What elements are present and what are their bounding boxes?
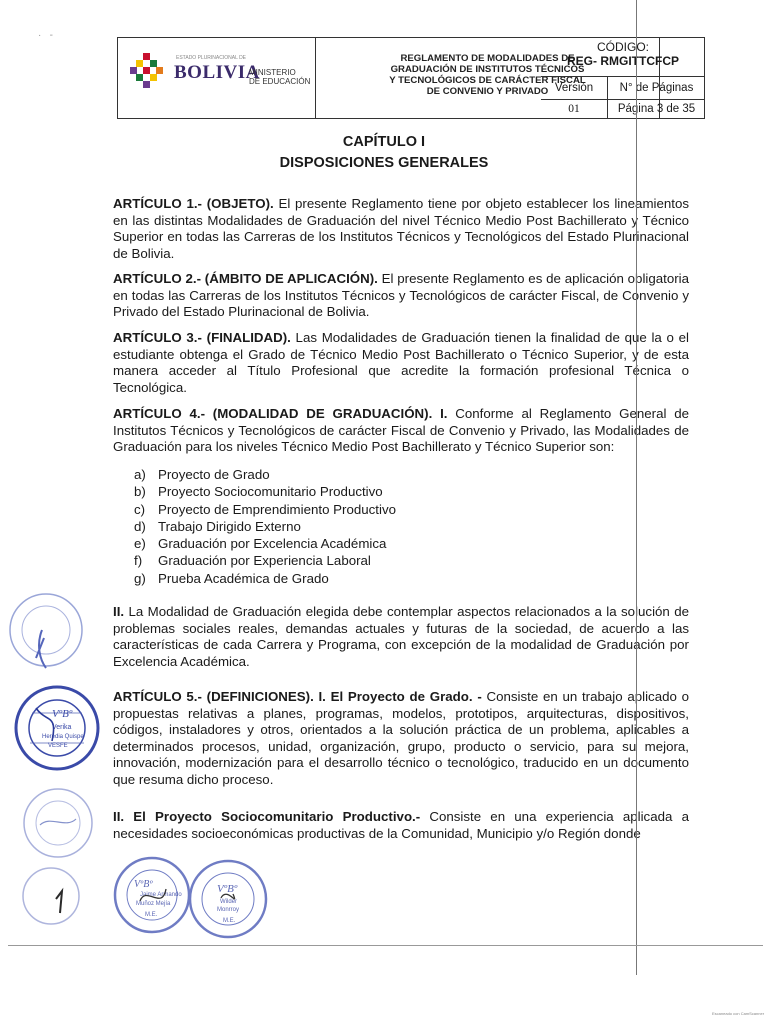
list-item: a) Proyecto de Grado [134,467,270,482]
logo-subtext: ESTADO PLURINACIONAL DE [176,55,247,61]
scan-edge-line [8,945,763,946]
article-4-ii-text: La Modalidad de Graduación elegida debe contemplar aspectos relacionados a la solución de problemas sociales reales, demandas actuales y futuras de la sociedad, de acuerdo a las características de cada Carrera y Programa, con excepción de la modalidad de Graduación por Excelencia Académica. [113,604,689,669]
chapter-title: CAPÍTULO I [342,134,426,150]
article-4-text: Conforme al Reglamento General de Institutos Técnicos y Tecnológicos de carácter Fiscal de Convenio y Privado, las Modalidades de Graduación para los niveles Técnico Medio Post Bachillerato y Técnico Superior son: [113,406,690,454]
codigo-value: REG- RMGITTCFCP [567,54,679,68]
stamp-seal-6 [20,865,82,927]
article-5 [113,689,689,788]
stamp-seal-1 [6,590,86,670]
article-5-ii-heading: II. El Proyecto Sociocomunitario Productivo.- [113,809,421,824]
stamp-seal-5 [187,858,269,940]
stamp-5-vobo: VºBº [217,883,238,895]
article-4-numeral: I. [432,406,448,421]
paginas-label: N° de Páginas [619,82,694,94]
stamp-4-unit: M.E. [145,912,158,918]
article-4 [113,406,689,456]
codigo-label: CÓDIGO: [596,40,649,54]
list-item: g) Prueba Académica de Grado [134,570,329,586]
stamp-5-name: Wilder [220,899,238,905]
chapter-subtitle: DISPOSICIONES GENERALES [279,155,489,171]
stamp-seal-3 [20,785,96,861]
list-item: b) Proyecto Sociocomunitario Productivo [134,484,383,500]
article-3-text: Las Modalidades de Graduación tienen la finalidad de que la o el estudiante obtenga el Grado de Técnico Medio Post Bachillerato o Técnico Superior, y de esta manera acceder al Título Profesional que acredite la formación profesional Técnica o Tecnológica. [113,330,689,395]
stamp-4-name: Jaime Armando [140,892,182,898]
logo-text: BOLIVIA [174,62,260,83]
article-2-heading: ARTÍCULO 2.- (ÁMBITO DE APLICACIÓN). [113,271,378,286]
stamp-2-name: Verika [52,724,72,731]
pagina-value: Página 3 de 35 [617,103,696,115]
graduation-modalities-list [134,466,396,587]
stamp-5-surname: Monrroy [217,907,240,913]
article-4-ii-numeral: II. [113,604,125,619]
stamp-seal-2 [12,683,102,773]
list-item: e) Graduación por Excelencia Académica [134,536,387,552]
scan-mark: · - [38,30,53,41]
stamp-2-unit: VESFE [48,743,68,749]
stamp-2-surname: Heredia Quispe [42,734,84,740]
article-4-section-ii [113,604,689,670]
version-value: 01 [568,103,580,115]
article-5-section-ii [113,809,689,842]
stamp-seal-4 [112,855,192,935]
list-item: c) Proyecto de Emprendimiento Productivo [134,501,396,517]
list-item: d) Trabajo Dirigido Externo [134,518,301,534]
article-5-heading: ARTÍCULO 5.- (DEFINICIONES). I. El Proyecto de Grado. - [113,689,482,704]
stamp-4-vobo: VºBº [134,879,153,890]
article-1-heading: ARTÍCULO 1.- (OBJETO). [113,196,274,211]
article-4-heading: ARTÍCULO 4.- (MODALIDAD DE GRADUACIÓN). [113,406,433,421]
article-1 [113,196,689,262]
list-item: f) Graduación por Experiencia Laboral [134,553,371,569]
header-code-block [541,37,706,119]
article-2-text: El presente Reglamento es de aplicación obligatoria en todas las Carreras de los Institutos Técnicos y Tecnológicos de carácter Fiscal, de Convenio y Privado del Estado Plurinacional de Bolivia. [113,271,690,319]
scan-fold-line [636,0,637,975]
stamp-4-surname: Muñoz Mejía [136,901,171,907]
stamp-2-vobo: VºBº [52,708,73,720]
article-1-text: El presente Reglamento tiene por objeto establecer los lineamientos en las distintas Modalidades de Graduación del nivel Técnico Medio Post Bachillerato y Técnico Superior en todas las Carreras de los Institutos Técnicos y Tecnológicos del Estado Plurinacional de Bolivia. [113,196,689,261]
bolivia-logo-icon [130,53,164,93]
article-5-text: Consiste en un trabajo aplicado o propuestas relativas a planes, programas, modelos, prototipos, arquitecturas, dispositivos, códigos, instaladores y otros, orientados a la solución práctica de un problema, aplicables a determinados procesos, unidad, organización, grupo, producto o servicio, para su mejora, innovación, modernización para el desarrollo técnico o tecnológico, traducido en un documento que resuma dicho proceso. [113,689,689,787]
document-title: REGLAMENTO DE MODALIDADES DE GRADUACIÓN DE INSTITUTOS TÉCNICOS Y TECNOLÓGICOS DE CARÁCTER FISCAL DE CONVENIO Y PRIVADO [389,53,586,97]
ministry-label: MINISTERIO DE EDUCACIÓN [249,68,311,86]
header-logo-cell [118,38,316,118]
version-label: Versión [554,82,594,94]
article-2 [113,271,689,321]
article-5-ii-text: Consiste en una experiencia aplicada a necesidades socioeconómicas productivas de la Comunidad, Municipio y/o Región donde [113,809,689,841]
scanner-watermark: Escaneado con CamScanner [712,1011,765,1016]
stamp-5-unit: M.E. [223,918,236,924]
article-3-heading: ARTÍCULO 3.- (FINALIDAD). [113,330,291,345]
article-3 [113,330,689,396]
